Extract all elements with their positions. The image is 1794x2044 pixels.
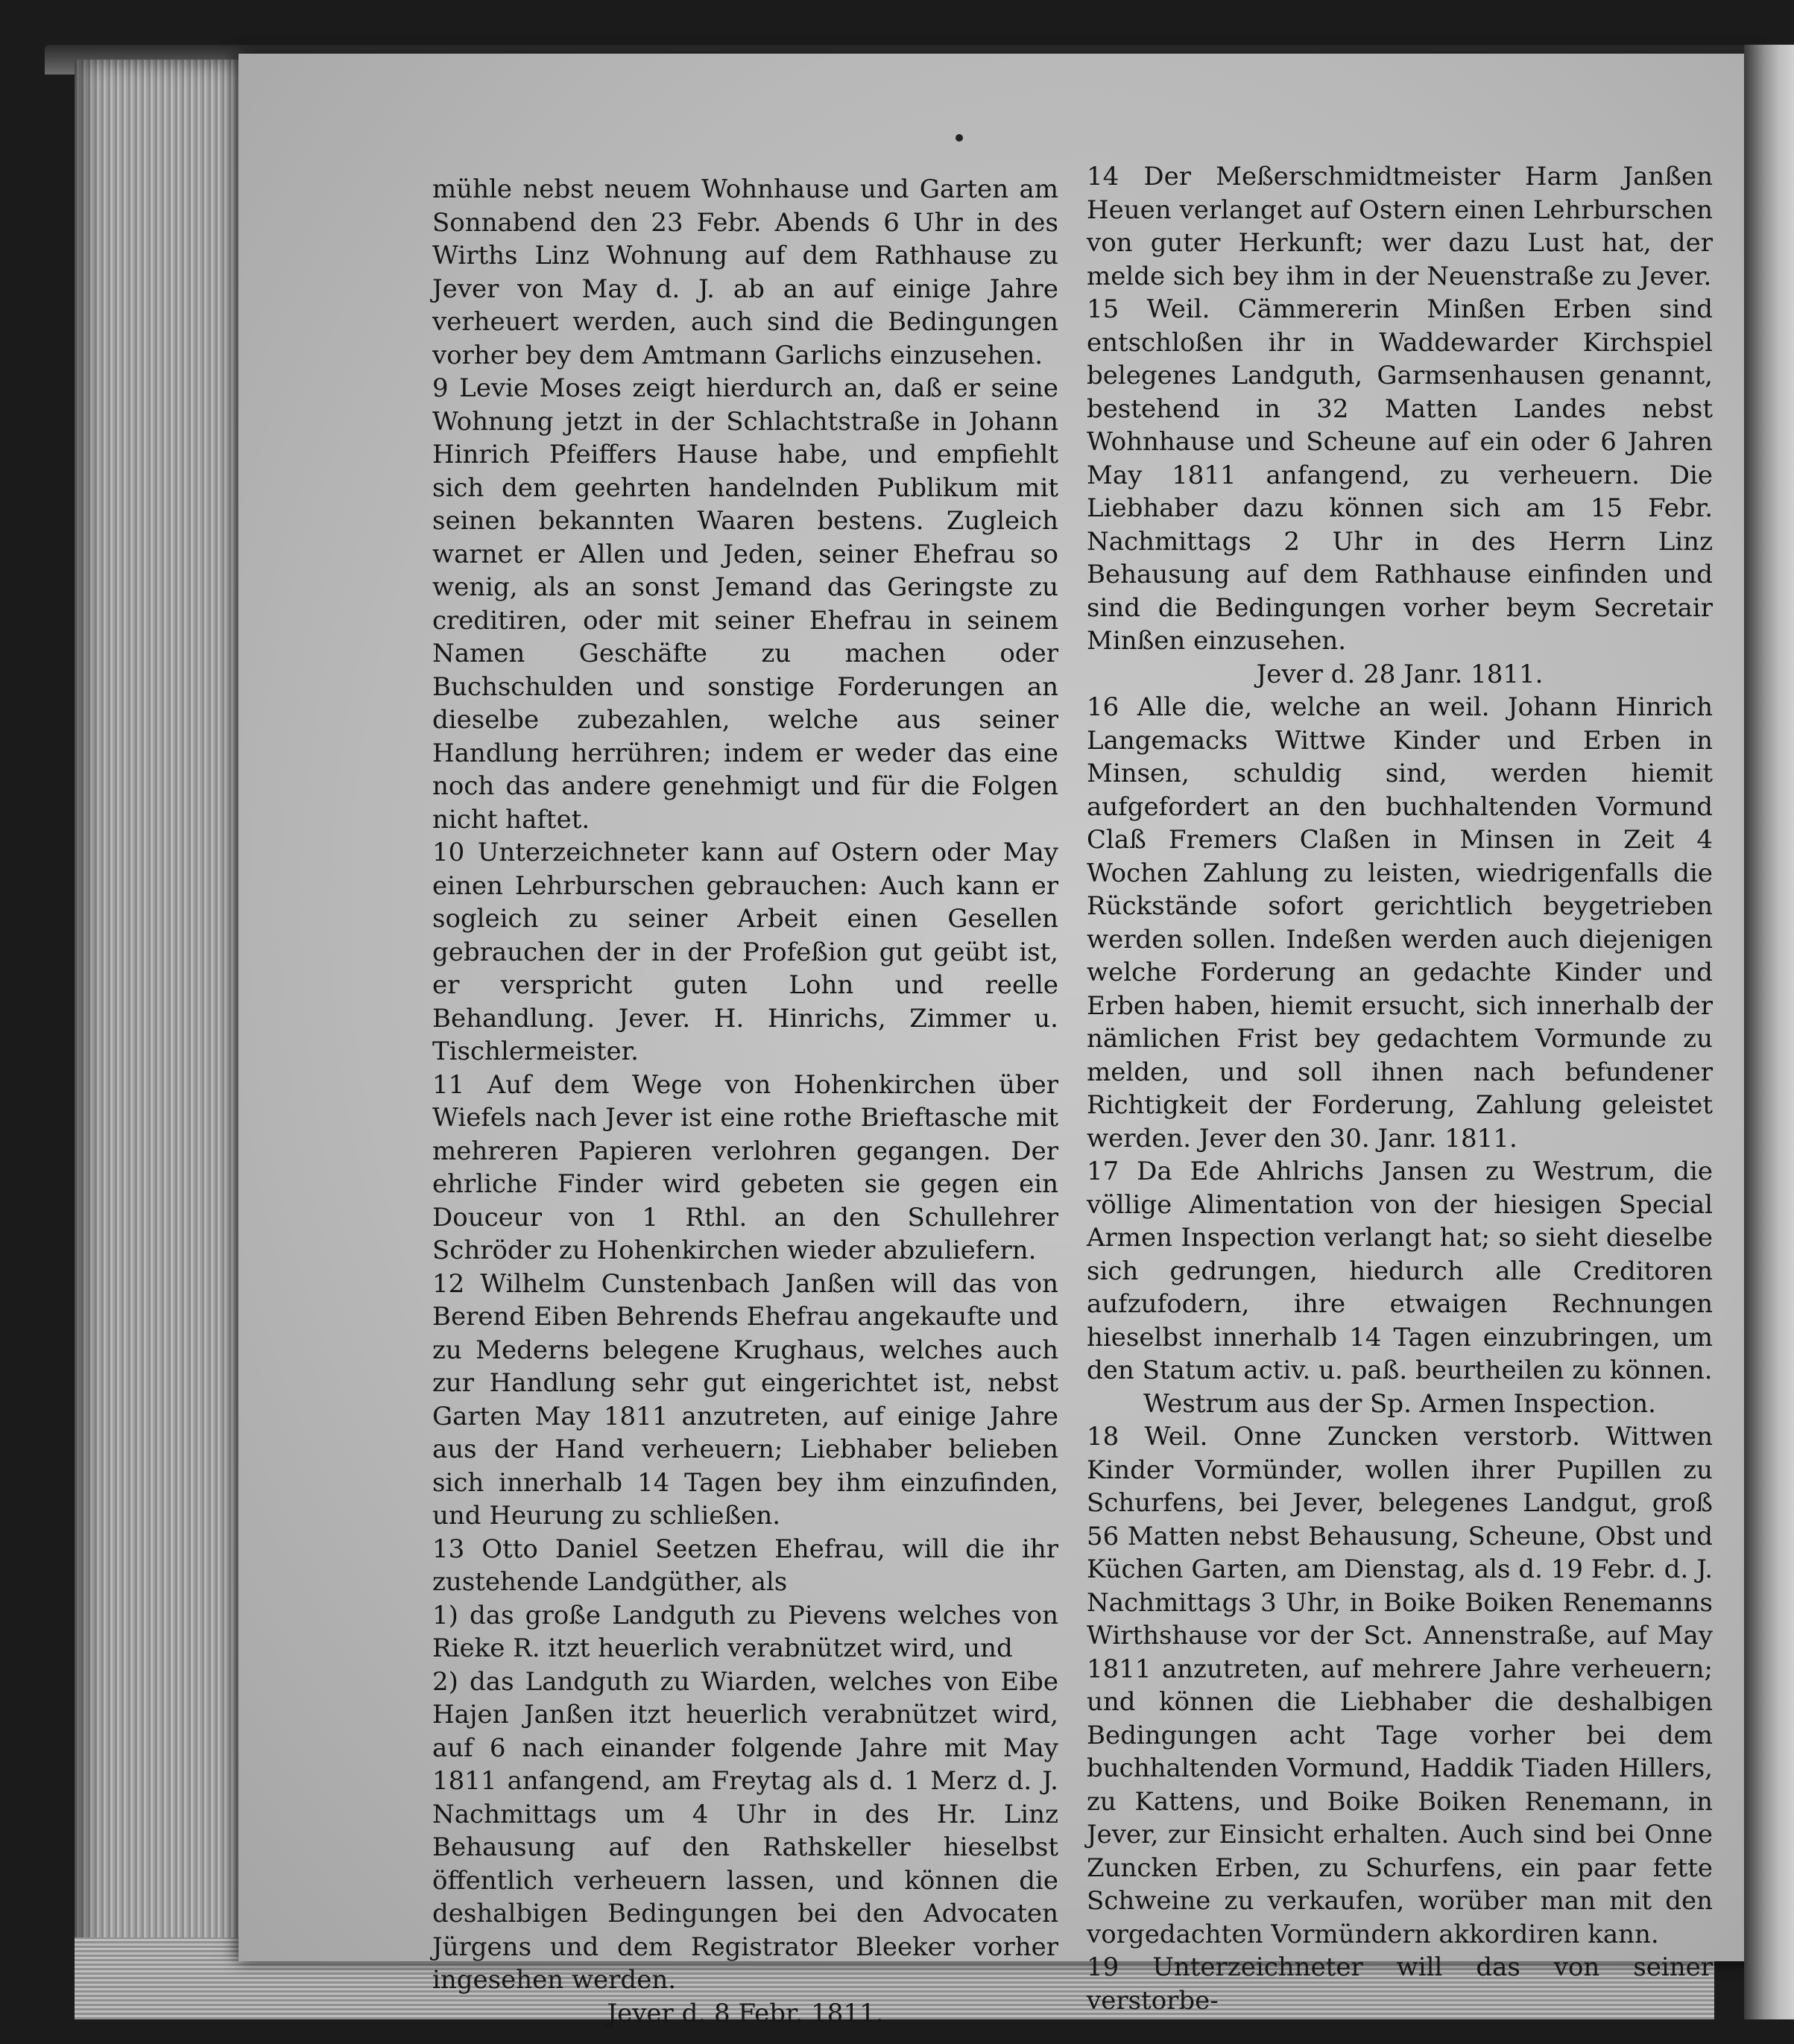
notice-15-signature: Jever d. 28 Janr. 1811. (1256, 659, 1544, 689)
notice-12: 12 Wilhelm Cunstenbach Janßen will das von Berend Eiben Behrends Ehefrau angekaufte und zu Mederns belegene Krughaus, welches auch zur Handlung sehr gut eingerichtet ist, nebst Garten May 1811 anzutreten, auf einige Jahre aus der Hand verheuern; Liebhaber belieben sich innerhalb 14 Tagen bey ihm einzufinden, und Heurung zu schließen. (432, 1268, 1058, 1531)
ink-dot (956, 134, 963, 142)
notice-10: 10 Unterzeichneter kann auf Ostern oder May einen Lehrburschen gebrauchen: Auch kann er sogleich zu seiner Arbeit einen Gesellen gebrauchen der in der Profeßion gut geübt ist, er verspricht guten Lohn und reelle Behandlung. Jever. H. Hinrichs, Zimmer u. Tischlermeister. (432, 838, 1058, 1066)
page-stack-edge (75, 60, 253, 2019)
notice-15: 15 Weil. Cämmererin Minßen Erben sind entschloßen ihr in Waddewarder Kirchspiel belegenes Landguth, Garmsenhausen genannt, bestehend in 32 Matten Landes nebst Wohnhause und Scheune auf ein oder 6 Jahren May 1811 anfangend, zu verheuern. Die Liebhaber dazu können sich am 15 Febr. Nachmittags 2 Uhr in des Herrn Linz Behausung auf dem Rathhause einfinden und sind die Bedingungen vorher beym Secretair Minßen einzusehen. (1087, 294, 1713, 656)
notice-19: 19 Unterzeichneter will das von seiner verstorbe- (1087, 1952, 1713, 2016)
next-page-gutter (1744, 45, 1794, 2019)
notice-17-signature: Westrum aus der Sp. Armen Inspection. (1143, 1388, 1656, 1419)
notice-18: 18 Weil. Onne Zuncken verstorb. Wittwen Kinder Vormünder, wollen ihrer Pupillen zu Schurfens, bei Jever, belegenes Landgut, groß 56 Matten nebst Behausung, Scheune, Obst und Küchen Garten, am Dienstag, als d. 19 Febr. d. J. Nachmittags 3 Uhr, in Boike Boiken Renemanns Wirthshause vor der Sct. Annenstraße, auf May 1811 anzutreten, auf mehrere Jahre verheuern; und können die Liebhaber die deshalbigen Bedingungen acht Tage vorher bei dem buchhaltenden Vormund, Haddik Tiaden Hillers, zu Kattens, und Boike Boiken Renemann, in Jever, zur Einsicht erhalten. Auch sind bei Onne Zuncken Erben, zu Schurfens, ein paar fette Schweine zu verkaufen, worüber man mit den vorgedachten Vormündern akkordiren kann. (1087, 1422, 1713, 1949)
notice-13-item-2: 2) das Landguth zu Wiarden, welches von Eibe Hajen Janßen itzt heuerlich verabnützet wird, auf 6 nach einander folgende Jahre mit May 1811 anfangend, am Freytag als d. 1 Merz d. J. Nachmittags um 4 Uhr in des Hr. Linz Behausung auf den Rathskeller hieselbst öffentlich verheuern lassen, und können die deshalbigen Bedingungen bei den Advocaten Jürgens und dem Registrator Bleeker vorher ingesehen werden. (432, 1666, 1058, 1995)
notice-17: 17 Da Ede Ahlrichs Jansen zu Westrum, die völlige Alimentation von der hiesigen Special Armen Inspection verlangt hat; so sieht dieselbe sich gedrungen, hiedurch alle Creditoren aufzufodern, ihre etwaigen Rechnungen hieselbst innerhalb 14 Tagen einzubringen, um den Statum activ. u. paß. beurtheilen zu können. (1087, 1157, 1713, 1385)
right-column (1087, 160, 1713, 2017)
notice-11: 11 Auf dem Wege von Hohenkirchen über Wiefels nach Jever ist eine rothe Brieftasche mit mehreren Papieren verlohren gegangen. Der ehrliche Finder wird gebeten sie gegen ein Douceur von 1 Rthl. an den Schullehrer Schröder zu Hohenkirchen wieder abzuliefern. (432, 1069, 1058, 1265)
notice-14: 14 Der Meßerschmidtmeister Harm Janßen Heuen verlanget auf Ostern einen Lehrburschen von guter Herkunft; wer dazu Lust hat, der melde sich bey ihm in der Neuenstraße zu Jever. (1087, 162, 1713, 291)
left-column (432, 173, 1058, 2030)
notice-13-signature: Jever d. 8 Febr. 1811. (607, 1998, 884, 2028)
notice-9: 9 Levie Moses zeigt hierdurch an, daß er seine Wohnung jetzt in der Schlachtstraße in Johann Hinrich Pfeiffers Hause habe, und empfiehlt sich dem geehrten handelnden Publikum mit seinen bekannten Waaren bestens. Zugleich warnet er Allen und Jeden, seiner Ehefrau so wenig, als an sonst Jemand das Geringste zu creditiren, oder mit seiner Ehefrau in seinem Namen Geschäfte zu machen oder Buchschulden und sonstige Forderungen an dieselbe zubezahlen, welche aus seiner Handlung herrühren; indem er weder das eine noch das andere genehmigt und für die Folgen nicht haftet. (432, 373, 1058, 835)
notice-16: 16 Alle die, welche an weil. Johann Hinrich Langemacks Wittwe Kinder und Erben in Minsen, schuldig sind, werden hiemit aufgefordert an den buchhaltenden Vormund Claß Fremers Claßen in Minsen in Zeit 4 Wochen Zahlung zu leisten, wiedrigenfalls die Rückstände sofort gerichtlich beygetrieben werden sollen. Indeßen werden auch diejenigen welche Forderung an gedachte Kinder und Erben haben, hiemit ersucht, sich innerhalb der nämlichen Frist bey gedachtem Vormunde zu melden, und soll ihnen nach befundener Richtigkeit der Forderung, Zahlung geleistet werden. Jever den 30. Janr. 1811. (1087, 692, 1713, 1154)
notice-13: 13 Otto Daniel Seetzen Ehefrau, will die ihr zustehende Landgüther, als (432, 1534, 1058, 1597)
paragraph-8-continued: mühle nebst neuem Wohnhause und Garten am Sonnabend den 23 Febr. Abends 6 Uhr in des Wirths Linz Wohnung auf dem Rathhause zu Jever von May d. J. ab an auf einige Jahre verheuert werden, auch sind die Bedingungen vorher bey dem Amtmann Garlichs einzusehen. (432, 174, 1058, 370)
notice-13-item-1: 1) das große Landguth zu Pievens welches von Rieke R. itzt heuerlich verabnützet wird, und (432, 1600, 1058, 1663)
